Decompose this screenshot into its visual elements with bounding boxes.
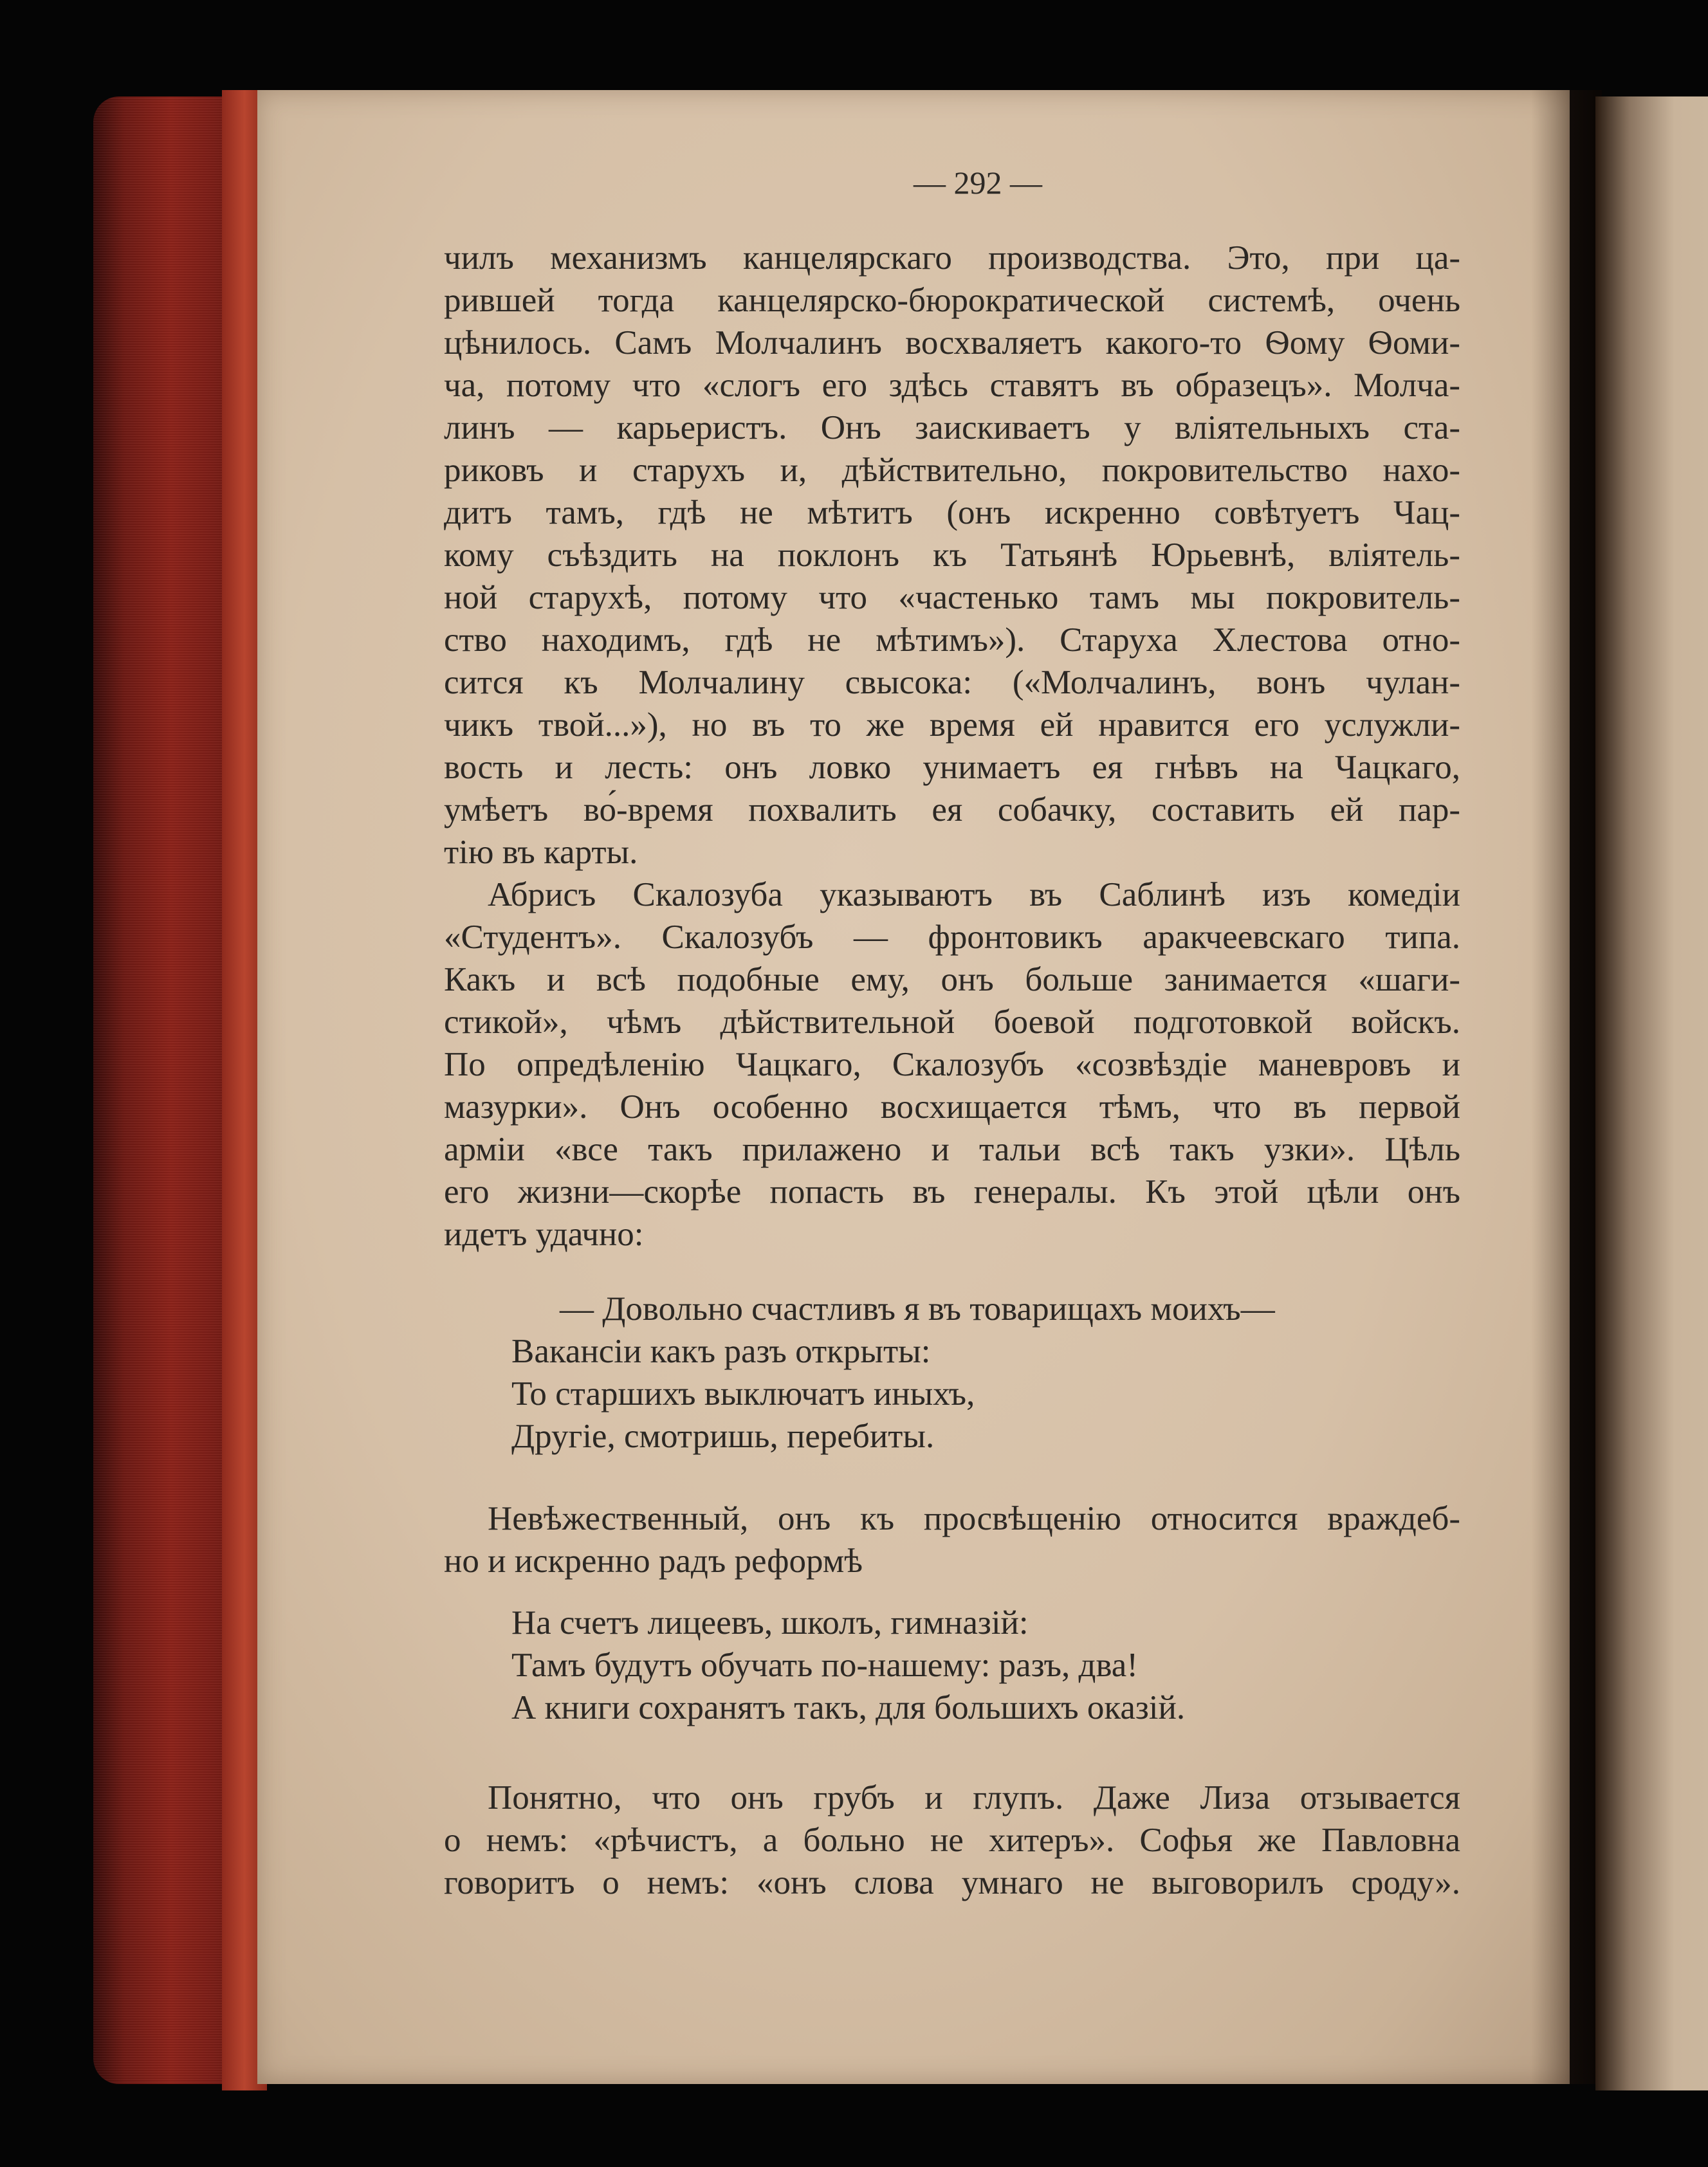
facing-page-edge <box>1595 96 1708 2090</box>
text-line: По опредѣленію Чацкаго, Скалозубъ «созвѣздіе маневровъ и <box>444 1046 1460 1083</box>
text-line: но и искренно радъ реформѣ <box>444 1542 863 1580</box>
text-line: вость и лесть: онъ ловко унимаетъ ея гнѣвъ на Чацкаго, <box>444 749 1460 786</box>
verse-line: А книги сохранятъ такъ, для большихъ оказій. <box>511 1689 1186 1726</box>
text-line: Понятно, что онъ грубъ и глупъ. Даже Лиза отзывается <box>488 1779 1460 1816</box>
verse-line: Другіе, смотришь, перебиты. <box>511 1418 935 1455</box>
text-line: умѣетъ во́-время похвалить ея собачку, составить ей пар- <box>444 791 1460 828</box>
paragraph-1 <box>444 237 1460 1256</box>
text-line: ство находимъ, гдѣ не мѣтимъ»). Старуха Хлестова отно- <box>444 621 1460 659</box>
text-line: Невѣжественный, онъ къ просвѣщенію относится враждеб- <box>488 1500 1460 1537</box>
page-number: — 292 — <box>914 165 1042 201</box>
text-line: стикой», чѣмъ дѣйствительной боевой подготовкой войскъ. <box>444 1003 1460 1041</box>
verse-line: — Довольно счастливъ я въ товарищахъ моихъ— <box>560 1290 1275 1328</box>
text-line: ной старухѣ, потому что «частенько тамъ мы покровитель- <box>444 579 1460 616</box>
text-line: Какъ и всѣ подобные ему, онъ больше занимается «шаги- <box>444 961 1460 998</box>
text-line: чикъ твой...»), но въ то же время ей нравится его услужли- <box>444 706 1460 744</box>
text-line: линъ — карьеристъ. Онъ заискиваетъ у вліятельныхъ ста- <box>444 409 1460 446</box>
verse-2 <box>511 1602 1185 1729</box>
book-gutter-shadow <box>1531 90 1602 2084</box>
text-line: цѣнилось. Самъ Молчалинъ восхваляетъ какого-то Ѳому Ѳоми- <box>444 324 1460 361</box>
verse-line: Тамъ будутъ обучать по-нашему: разъ, два! <box>511 1647 1138 1684</box>
text-line: мазурки». Онъ особенно восхищается тѣмъ, что въ первой <box>444 1088 1460 1126</box>
text-line: чилъ механизмъ канцелярскаго производства. Это, при ца- <box>444 239 1460 277</box>
verse-line: То старшихъ выключатъ иныхъ, <box>511 1375 975 1413</box>
text-line: риковъ и старухъ и, дѣйствительно, покровительство нахо- <box>444 452 1460 489</box>
text-line: рившей тогда канцелярско-бюрократической системѣ, очень <box>444 282 1460 319</box>
text-line: о немъ: «рѣчистъ, а больно не хитеръ». Софья же Павловна <box>444 1822 1460 1859</box>
text-line: ча, потому что «слогъ его здѣсь ставятъ въ образецъ». Молча- <box>444 367 1460 404</box>
text-line: его жизни—скорѣе попасть въ генералы. Къ этой цѣли онъ <box>444 1173 1460 1211</box>
text-line: кому съѣздить на поклонъ къ Татьянѣ Юрьевнѣ, вліятель- <box>444 536 1460 574</box>
text-line: идетъ удачно: <box>444 1216 644 1253</box>
text-line: говоритъ о немъ: «онъ слова умнаго не выговорилъ сроду». <box>444 1864 1460 1901</box>
text-line: «Студентъ». Скалозубъ — фронтовикъ аракчеевскаго типа. <box>444 919 1460 956</box>
text-line: тію въ карты. <box>444 834 638 871</box>
text-line: дитъ тамъ, гдѣ не мѣтитъ (онъ искренно совѣтуетъ Чац- <box>444 494 1460 531</box>
paragraph-4 <box>444 1777 1460 1904</box>
paragraph-3 <box>444 1497 1460 1582</box>
text-line: арміи «все такъ прилажено и тальи всѣ такъ узки». Цѣль <box>444 1131 1460 1168</box>
text-line: Абрисъ Скалозуба указываютъ въ Саблинѣ изъ комедіи <box>488 876 1460 913</box>
verse-line: На счетъ лицеевъ, школъ, гимназій: <box>511 1604 1029 1641</box>
verse-line: Вакансіи какъ разъ открыты: <box>511 1333 931 1370</box>
verse-1 <box>511 1288 1275 1458</box>
text-line: сится къ Молчалину свысока: («Молчалинъ, вонъ чулан- <box>444 664 1460 701</box>
